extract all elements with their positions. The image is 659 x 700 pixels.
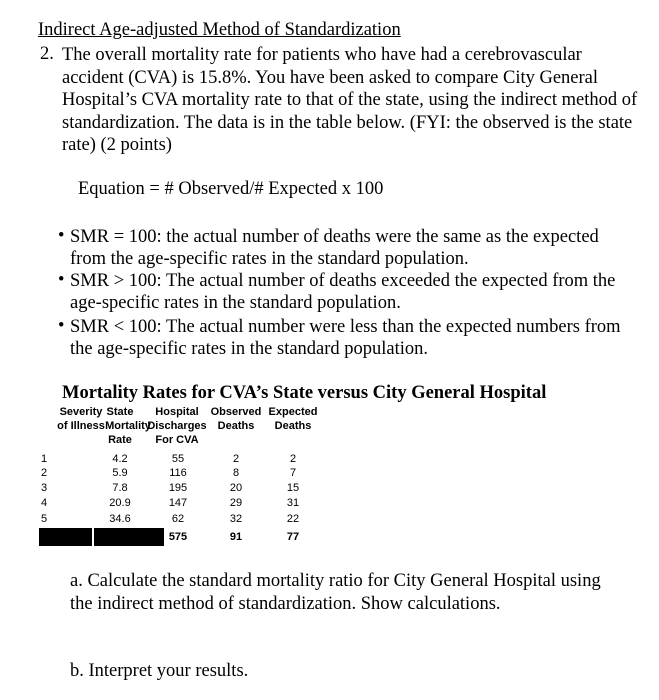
question-part-a: a. Calculate the standard mortality ratio for City General Hospital using the indirect method of standardization. Show calculations. <box>70 571 601 614</box>
bullet-item: SMR = 100: the actual number of deaths were the same as the expected from the age-specific rates in the standard population. <box>70 227 599 269</box>
header-hospital <box>144 405 210 447</box>
header-hospital-line2: Discharges <box>147 420 207 432</box>
bullet-item: SMR > 100: The actual number of deaths exceeded the expected from the age-specific rates in the standard population. <box>70 271 616 313</box>
cell-severity: 5 <box>40 513 48 525</box>
header-severity-line1: Severity <box>59 406 103 418</box>
question-text: The overall mortality rate for patients who have had a cerebrovascular accident (CVA) is 15.8%. You have been asked to compare City General Hospital’s CVA mortality rate to that of the state, using the indirect method of standardization. The data is in the table below. (FYI: the observed is the state rate) (2 points) <box>62 45 638 156</box>
equation: Equation = # Observed/# Expected x 100 <box>78 179 384 199</box>
cell-rate: 20.9 <box>109 497 131 509</box>
header-expected <box>262 405 324 433</box>
header-hospital-line1: Hospital <box>155 406 199 418</box>
header-state-line3: Rate <box>108 434 132 446</box>
cell-rate: 34.6 <box>109 513 131 525</box>
cell-severity: 2 <box>40 467 48 479</box>
header-expected-line1: Expected <box>268 406 318 418</box>
cell-rate: 4.2 <box>112 453 128 465</box>
section-heading: Indirect Age-adjusted Method of Standardization <box>38 20 401 40</box>
redacted-cell <box>39 528 164 546</box>
cell-rate: 7.8 <box>112 482 128 494</box>
cell-severity: 3 <box>40 482 48 494</box>
cell-severity: 1 <box>40 453 48 465</box>
header-state-line2: Mortality <box>105 420 151 432</box>
cell-discharges: 55 <box>171 453 185 465</box>
cell-observed: 8 <box>232 467 240 479</box>
total-discharges: 575 <box>168 531 188 543</box>
question-number: 2. <box>40 44 54 64</box>
cell-discharges: 147 <box>168 497 188 509</box>
cell-discharges: 62 <box>171 513 185 525</box>
bullet-icon: • <box>58 226 65 246</box>
header-observed-line2: Deaths <box>217 420 255 432</box>
header-state-line1: State <box>106 406 134 418</box>
bullet-item: SMR < 100: The actual number were less than the expected numbers from the age-specific rates in the standard population. <box>70 317 621 359</box>
cell-expected: 31 <box>286 497 300 509</box>
header-observed-line1: Observed <box>210 406 262 418</box>
total-observed: 91 <box>229 531 243 543</box>
cell-expected: 22 <box>286 513 300 525</box>
bullet-icon: • <box>58 270 65 290</box>
header-observed <box>206 405 266 433</box>
header-expected-line2: Deaths <box>274 420 312 432</box>
cell-discharges: 195 <box>168 482 188 494</box>
total-expected: 77 <box>286 531 300 543</box>
bullet-icon: • <box>58 316 65 336</box>
cell-observed: 20 <box>229 482 243 494</box>
question-part-b: b. Interpret your results. <box>70 661 249 681</box>
cell-expected: 2 <box>289 453 297 465</box>
table-title: Mortality Rates for CVA’s State versus City General Hospital <box>62 383 547 403</box>
cell-observed: 29 <box>229 497 243 509</box>
header-severity-line2: of Illness <box>57 420 105 432</box>
cell-expected: 7 <box>289 467 297 479</box>
cell-severity: 4 <box>40 497 48 509</box>
cell-observed: 32 <box>229 513 243 525</box>
cell-rate: 5.9 <box>112 467 128 479</box>
cell-discharges: 116 <box>169 467 187 479</box>
cell-expected: 15 <box>286 482 300 494</box>
header-hospital-line3: For CVA <box>155 434 199 446</box>
redacted-divider <box>92 528 94 546</box>
cell-observed: 2 <box>232 453 240 465</box>
